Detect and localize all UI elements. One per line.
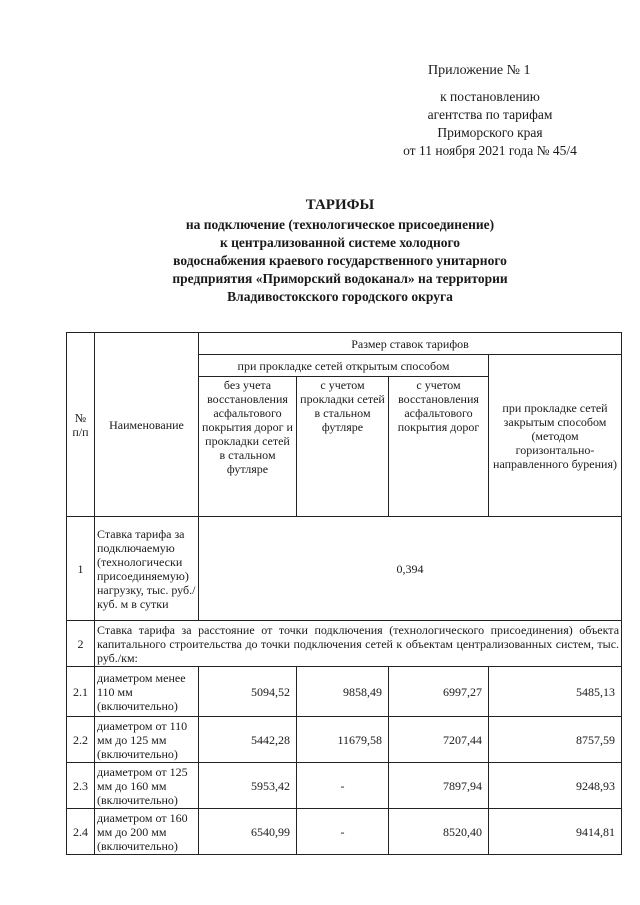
- table-row: [67, 517, 622, 621]
- row-num: 2.3: [67, 763, 95, 809]
- appendix-block: [370, 62, 610, 160]
- appendix-line: Приморского края: [437, 125, 543, 140]
- table-row: [67, 809, 622, 855]
- cell-value: 5094,52: [199, 667, 297, 717]
- row-num: 2.2: [67, 717, 95, 763]
- cell-value: 9248,93: [489, 763, 622, 809]
- cell-value: 5485,13: [489, 667, 622, 717]
- cell-value: 9414,81: [489, 809, 622, 855]
- table-row: [67, 621, 622, 667]
- cell-value: 7207,44: [389, 717, 489, 763]
- row-name: диаметром от 125 мм до 160 мм (включительно): [95, 763, 199, 809]
- header-sub-steel-casing: с учетом прокладки сетей в стальном футляре: [297, 377, 389, 517]
- document-title: ТАРИФЫ: [305, 197, 375, 213]
- cell-value: -: [297, 763, 389, 809]
- cell-value: 11679,58: [297, 717, 389, 763]
- cell-value: 5953,42: [199, 763, 297, 809]
- row-num: 2: [67, 621, 95, 667]
- table-row: [67, 763, 622, 809]
- table-row: [67, 717, 622, 763]
- row-name: диаметром от 110 мм до 125 мм (включительно): [95, 717, 199, 763]
- appendix-line: от 11 ноября 2021 года № 45/4: [403, 143, 577, 158]
- cell-value: 8757,59: [489, 717, 622, 763]
- heading-line: водоснабжения краевого государственного унитарного: [173, 253, 507, 268]
- heading-line: предприятия «Приморский водоканал» на территории: [172, 271, 508, 286]
- table-row: [67, 667, 622, 717]
- cell-value: 6997,27: [389, 667, 489, 717]
- document-heading: [60, 196, 620, 306]
- cell-value: 9858,49: [297, 667, 389, 717]
- tariff-table: [66, 332, 622, 855]
- heading-line: Владивостокского городского округа: [227, 289, 453, 304]
- cell-value: 6540,99: [199, 809, 297, 855]
- row-num: 1: [67, 517, 95, 621]
- header-sub-without-restoration: без учета восстановления асфальтового покрытия дорог и прокладки сетей в стальном футляре: [199, 377, 297, 517]
- row-num: 2.1: [67, 667, 95, 717]
- appendix-line: к постановлению: [440, 89, 540, 104]
- heading-line: к централизованной системе холодного: [219, 235, 461, 250]
- row-name: диаметром менее 110 мм (включительно): [95, 667, 199, 717]
- header-rates: Размер ставок тарифов: [199, 333, 622, 355]
- cell-value: 5442,28: [199, 717, 297, 763]
- header-name: Наименование: [95, 333, 199, 517]
- heading-line: на подключение (технологическое присоединение): [185, 217, 495, 232]
- appendix-line: агентства по тарифам: [427, 107, 553, 122]
- cell-value: -: [297, 809, 389, 855]
- row-name: Ставка тарифа за подключаемую (технологически присоединяемую) нагрузку, тыс. руб./куб. м в сутки: [95, 517, 199, 621]
- header-sub-with-restoration: с учетом восстановления асфальтового покрытия дорог: [389, 377, 489, 517]
- header-open-method: при прокладке сетей открытым способом: [199, 355, 489, 377]
- row-num: 2.4: [67, 809, 95, 855]
- cell-value: 7897,94: [389, 763, 489, 809]
- row-value: 0,394: [199, 517, 622, 621]
- row-name: Ставка тарифа за расстояние от точки подключения (технологического присоединения) объекта капитального строительства до точки подключения сетей к объектам централизованных систем, тыс. руб./км:: [95, 621, 622, 667]
- header-num: № п/п: [67, 333, 95, 517]
- header-closed-method: при прокладке сетей закрытым способом (методом горизонтально-направленного бурения): [489, 355, 622, 517]
- appendix-title: Приложение № 1: [428, 63, 531, 78]
- cell-value: 8520,40: [389, 809, 489, 855]
- row-name: диаметром от 160 мм до 200 мм (включительно): [95, 809, 199, 855]
